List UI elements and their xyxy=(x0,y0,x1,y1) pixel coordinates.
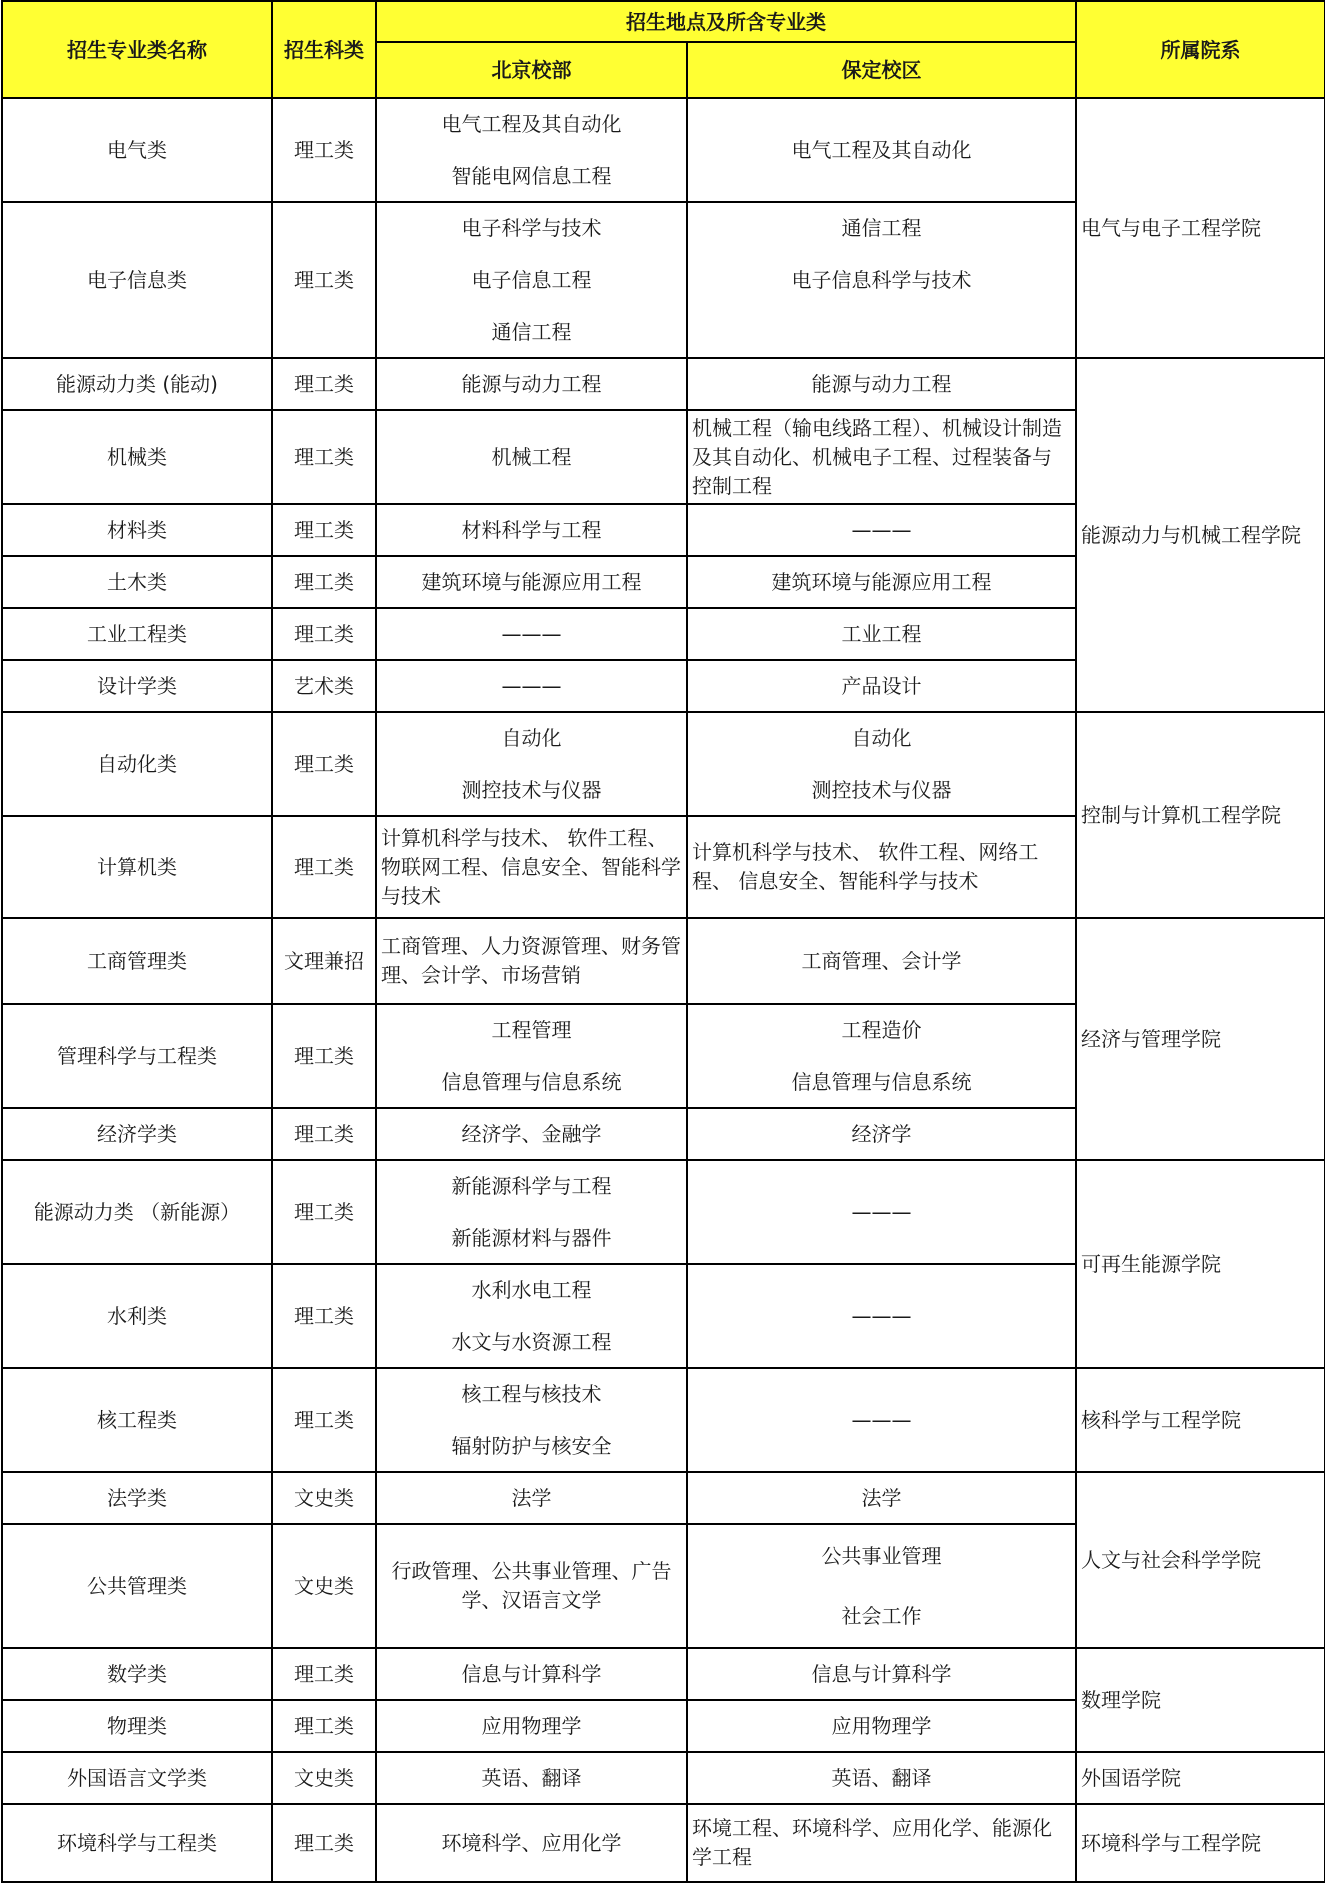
baoding-cell: 信息与计算科学 xyxy=(687,1648,1076,1700)
major-name-cell: 自动化类 xyxy=(2,712,272,816)
beijing-major: 新能源科学与工程 xyxy=(451,1174,612,1198)
department-cell: 核科学与工程学院 xyxy=(1076,1368,1325,1472)
beijing-cell: 行政管理、公共事业管理、广告学、汉语言文学 xyxy=(376,1524,687,1648)
department-cell: 数理学院 xyxy=(1076,1648,1325,1752)
beijing-major: 工程管理 xyxy=(491,1018,572,1042)
baoding-cell: 电气工程及其自动化 xyxy=(687,98,1076,202)
subject-cell: 文史类 xyxy=(272,1472,376,1524)
header-major-name: 招生专业类名称 xyxy=(2,1,272,98)
beijing-cell xyxy=(376,712,687,816)
baoding-major: 通信工程 xyxy=(841,216,922,240)
baoding-cell: ——— xyxy=(687,1368,1076,1472)
beijing-cell: 信息与计算科学 xyxy=(376,1648,687,1700)
baoding-major: 信息管理与信息系统 xyxy=(791,1070,972,1094)
subject-cell: 文史类 xyxy=(272,1524,376,1648)
beijing-cell: 机械工程 xyxy=(376,410,687,504)
major-name-cell: 公共管理类 xyxy=(2,1524,272,1648)
beijing-cell: 环境科学、应用化学 xyxy=(376,1804,687,1882)
department-cell: 控制与计算机工程学院 xyxy=(1076,712,1325,918)
baoding-cell: 环境工程、环境科学、应用化学、能源化学工程 xyxy=(687,1804,1076,1882)
baoding-cell xyxy=(687,202,1076,358)
major-name-cell: 环境科学与工程类 xyxy=(2,1804,272,1882)
beijing-cell: 英语、翻译 xyxy=(376,1752,687,1804)
beijing-major: 信息管理与信息系统 xyxy=(441,1070,622,1094)
major-name-cell: 机械类 xyxy=(2,410,272,504)
department-cell: 经济与管理学院 xyxy=(1076,918,1325,1160)
baoding-major: 电子信息科学与技术 xyxy=(791,268,972,292)
beijing-major: 电子科学与技术 xyxy=(461,216,602,240)
major-name-cell: 电子信息类 xyxy=(2,202,272,358)
beijing-major: 测控技术与仪器 xyxy=(461,778,602,802)
subject-cell: 理工类 xyxy=(272,1160,376,1264)
header-baoding: 保定校区 xyxy=(687,42,1076,98)
header-subject: 招生科类 xyxy=(272,1,376,98)
major-name-cell: 经济学类 xyxy=(2,1108,272,1160)
beijing-major: 水文与水资源工程 xyxy=(451,1330,612,1354)
baoding-cell: 建筑环境与能源应用工程 xyxy=(687,556,1076,608)
baoding-cell: ——— xyxy=(687,1160,1076,1264)
baoding-major: 测控技术与仪器 xyxy=(811,778,952,802)
major-name-cell: 材料类 xyxy=(2,504,272,556)
beijing-cell xyxy=(376,1264,687,1368)
beijing-major: 新能源材料与器件 xyxy=(451,1226,612,1250)
subject-cell: 理工类 xyxy=(272,504,376,556)
major-name-cell: 管理科学与工程类 xyxy=(2,1004,272,1108)
baoding-cell: 工业工程 xyxy=(687,608,1076,660)
major-name-cell: 土木类 xyxy=(2,556,272,608)
major-name-cell: 电气类 xyxy=(2,98,272,202)
department-cell: 可再生能源学院 xyxy=(1076,1160,1325,1368)
major-name-cell: 法学类 xyxy=(2,1472,272,1524)
baoding-cell: 法学 xyxy=(687,1472,1076,1524)
baoding-cell xyxy=(687,1004,1076,1108)
major-name-cell: 物理类 xyxy=(2,1700,272,1752)
beijing-cell: 计算机科学与技术、 软件工程、物联网工程、信息安全、智能科学与技术 xyxy=(376,816,687,918)
beijing-cell: 应用物理学 xyxy=(376,1700,687,1752)
subject-cell: 理工类 xyxy=(272,98,376,202)
header-beijing: 北京校部 xyxy=(376,42,687,98)
beijing-major: 辐射防护与核安全 xyxy=(451,1434,612,1458)
header-location-group: 招生地点及所含专业类 xyxy=(376,1,1076,42)
baoding-cell: 英语、翻译 xyxy=(687,1752,1076,1804)
baoding-major: 自动化 xyxy=(851,726,912,750)
major-name-cell: 能源动力类 （新能源） xyxy=(2,1160,272,1264)
major-name-cell: 外国语言文学类 xyxy=(2,1752,272,1804)
beijing-major: 核工程与核技术 xyxy=(461,1382,602,1406)
enrollment-table xyxy=(1,0,1325,1883)
baoding-cell: 机械工程（输电线路工程）、机械设计制造及其自动化、机械电子工程、过程装备与控制工程 xyxy=(687,410,1076,504)
beijing-cell: 经济学、金融学 xyxy=(376,1108,687,1160)
beijing-cell xyxy=(376,1004,687,1108)
beijing-cell: 工商管理、人力资源管理、财务管理、会计学、市场营销 xyxy=(376,918,687,1004)
baoding-cell: ——— xyxy=(687,504,1076,556)
header-department: 所属院系 xyxy=(1076,1,1325,98)
baoding-cell: 计算机科学与技术、 软件工程、网络工程、 信息安全、智能科学与技术 xyxy=(687,816,1076,918)
subject-cell: 理工类 xyxy=(272,1700,376,1752)
baoding-cell: ——— xyxy=(687,1264,1076,1368)
beijing-cell: 能源与动力工程 xyxy=(376,358,687,410)
beijing-cell: ——— xyxy=(376,608,687,660)
major-name-cell: 能源动力类 (能动) xyxy=(2,358,272,410)
major-name-cell: 计算机类 xyxy=(2,816,272,918)
subject-cell: 文理兼招 xyxy=(272,918,376,1004)
subject-cell: 理工类 xyxy=(272,816,376,918)
baoding-major: 公共事业管理 xyxy=(821,1544,942,1568)
baoding-major: 工程造价 xyxy=(841,1018,922,1042)
beijing-cell xyxy=(376,1368,687,1472)
major-name-cell: 水利类 xyxy=(2,1264,272,1368)
baoding-cell: 产品设计 xyxy=(687,660,1076,712)
department-cell: 人文与社会科学学院 xyxy=(1076,1472,1325,1648)
subject-cell: 理工类 xyxy=(272,556,376,608)
beijing-major: 电气工程及其自动化 xyxy=(441,112,622,136)
beijing-cell xyxy=(376,98,687,202)
major-name-cell: 工商管理类 xyxy=(2,918,272,1004)
subject-cell: 文史类 xyxy=(272,1752,376,1804)
subject-cell: 理工类 xyxy=(272,1264,376,1368)
department-cell: 环境科学与工程学院 xyxy=(1076,1804,1325,1882)
baoding-cell xyxy=(687,712,1076,816)
baoding-cell: 工商管理、会计学 xyxy=(687,918,1076,1004)
baoding-major: 社会工作 xyxy=(841,1604,922,1628)
major-name-cell: 数学类 xyxy=(2,1648,272,1700)
beijing-major: 智能电网信息工程 xyxy=(451,164,612,188)
beijing-major: 自动化 xyxy=(501,726,562,750)
subject-cell: 理工类 xyxy=(272,1804,376,1882)
beijing-cell: 法学 xyxy=(376,1472,687,1524)
subject-cell: 理工类 xyxy=(272,608,376,660)
baoding-cell: 能源与动力工程 xyxy=(687,358,1076,410)
beijing-cell: ——— xyxy=(376,660,687,712)
baoding-cell xyxy=(687,1524,1076,1648)
beijing-cell xyxy=(376,202,687,358)
beijing-cell: 材料科学与工程 xyxy=(376,504,687,556)
subject-cell: 理工类 xyxy=(272,712,376,816)
subject-cell: 理工类 xyxy=(272,1648,376,1700)
major-name-cell: 核工程类 xyxy=(2,1368,272,1472)
beijing-cell: 建筑环境与能源应用工程 xyxy=(376,556,687,608)
beijing-major: 电子信息工程 xyxy=(471,268,592,292)
major-name-cell: 工业工程类 xyxy=(2,608,272,660)
subject-cell: 理工类 xyxy=(272,1004,376,1108)
baoding-cell: 应用物理学 xyxy=(687,1700,1076,1752)
subject-cell: 理工类 xyxy=(272,410,376,504)
department-cell: 外国语学院 xyxy=(1076,1752,1325,1804)
major-name-cell: 设计学类 xyxy=(2,660,272,712)
subject-cell: 理工类 xyxy=(272,1108,376,1160)
beijing-major: 通信工程 xyxy=(491,320,572,344)
department-cell: 能源动力与机械工程学院 xyxy=(1076,358,1325,712)
subject-cell: 艺术类 xyxy=(272,660,376,712)
baoding-cell: 经济学 xyxy=(687,1108,1076,1160)
subject-cell: 理工类 xyxy=(272,1368,376,1472)
beijing-major: 水利水电工程 xyxy=(471,1278,592,1302)
beijing-cell xyxy=(376,1160,687,1264)
subject-cell: 理工类 xyxy=(272,202,376,358)
subject-cell: 理工类 xyxy=(272,358,376,410)
department-cell: 电气与电子工程学院 xyxy=(1076,98,1325,358)
